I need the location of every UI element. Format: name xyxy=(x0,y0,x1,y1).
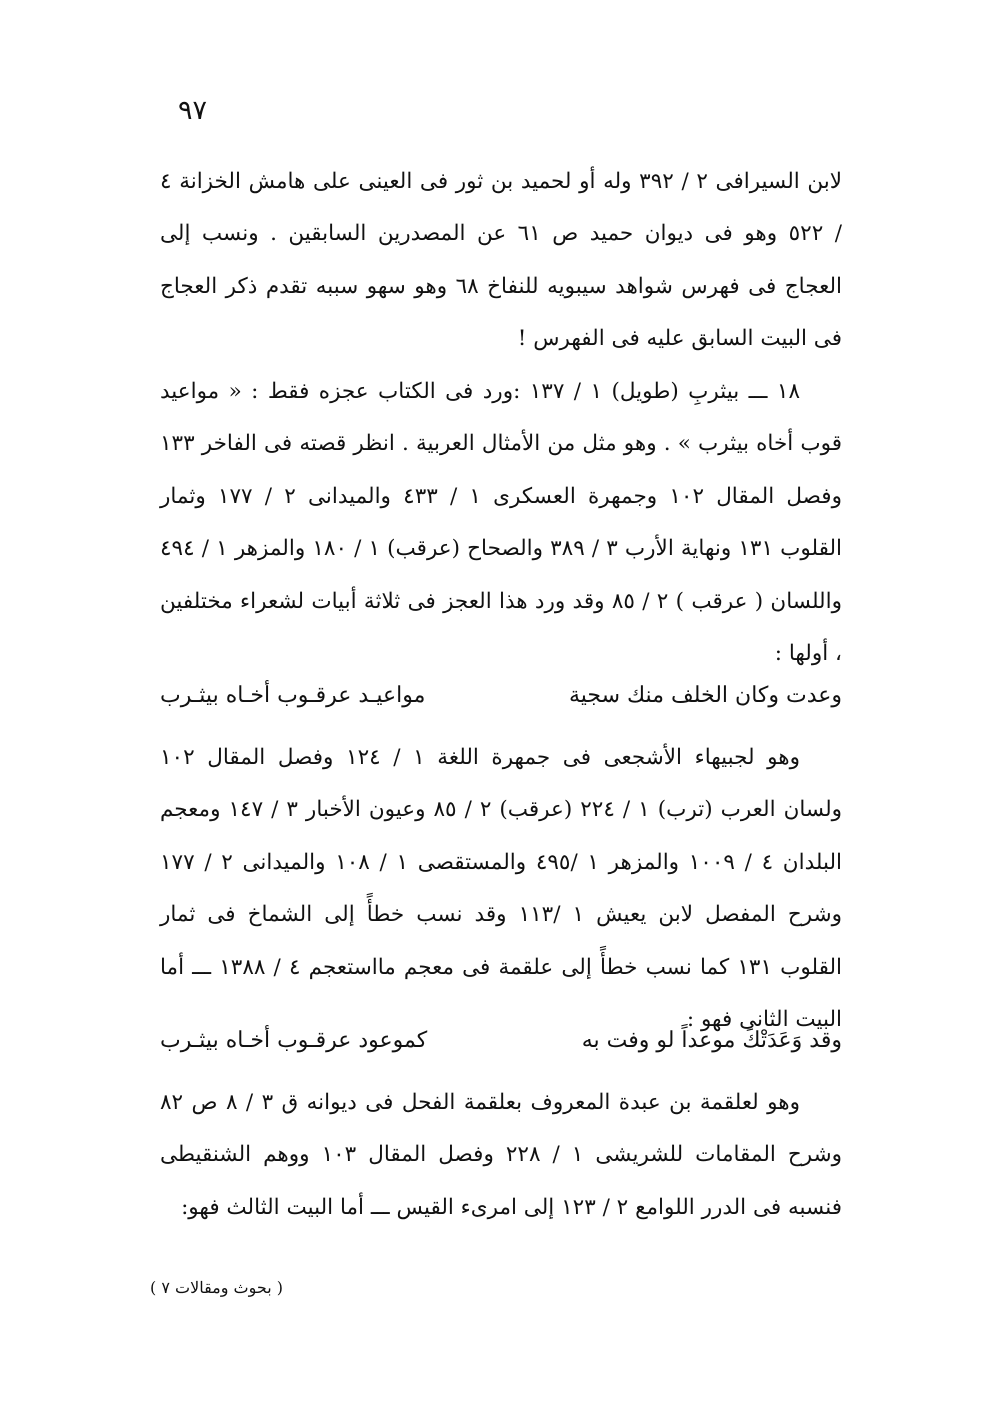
verse-line-2 xyxy=(160,1021,842,1061)
verse-2-first-hemistich: وقد وَعَدَتْكَ موعداً لو وفت به xyxy=(581,1028,842,1053)
paragraph-verse-2-sources: وهو لعلقمة بن عبدة المعروف بعلقمة الفحل فى ديوانه ق ٣ / ٨ ص ٨٢ وشرح المقامات للشريشى ١ / ٢٢٨ وفصل المقال ١٠٣ ووهم الشنقيطى فنسبه فى الدرر اللوامع ٢ / ١٢٣ إلى امرىء القيس ـــ أما البيت الثالث فهو: xyxy=(160,1090,843,1220)
paragraph-verse-1-sources: وهو لجبيهاء الأشجعى فى جمهرة اللغة ١ / ١٢٤ وفصل المقال ١٠٢ ولسان العرب (ترب) ١ / ٢٢٤ (عرقب) ٢ / ٨٥ وعيون الأخبار ٣ / ١٤٧ ومعجم البلدان ٤ / ١٠٠٩ والمزهر ١ /٤٩٥ والمستقصى ١ / ١٠٨ والميدانى ٢ / ١٧٧ وشرح المفصل لابن يعيش ١ /١١٣ وقد نسب خطأً إلى الشماخ فى ثمار القلوب ١٣١ كما نسب خطأً إلى علقمة فى معجم مااستعجم ٤ / ١٣٨٨ ـــ أما البيت الثانى فهو : xyxy=(160,745,843,1033)
signature-footer: ( بحوث ومقالات ٧ ) xyxy=(150,1278,283,1297)
verse-line-1 xyxy=(160,676,842,716)
verse-2-second-hemistich: كموعود عرقـوب أخـاه بيثـرب xyxy=(160,1028,428,1053)
paragraph-entry-18: ١٨ ـــ بيثربِ (طويل) ١ / ١٣٧ :ورد فى الكتاب عجزه فقط : « مواعيد قوب أخاه بيثرب » . وهو مثل من الأمثال العربية . انظر قصته فى الفاخر ١٣٣ وفصل المقال ١٠٢ وجمهرة العسكرى ١ / ٤٣٣ والميدانى ٢ / ١٧٧ وثمار القلوب ١٣١ ونهاية الأرب ٣ / ٣٨٩ والصحاح (عرقب) ١ / ١٨٠ والمزهر ١ / ٤٩٤ واللسان ( عرقب ) ٢ / ٨٥ وقد ورد هذا العجز فى ثلاثة أبيات لشعراء مختلفين ، أولها : xyxy=(160,379,842,667)
verse-1-second-hemistich: مواعيـد عرقـوب أخـاه بيثـرب xyxy=(160,683,426,708)
paragraph-sources-continued: لابن السيرافى ٢ / ٣٩٢ وله أو لحميد بن ثور فى العينى على هامش الخزانة ٤ / ٥٢٢ وهو فى ديوان حميد ص ٦١ عن المصدرين السابقين . ونسب إلى العجاج فى فهرس شواهد سيبويه للنفاخ ٦٨ وهو سهو سببه تقدم ذكر العجاج فى البيت السابق عليه فى الفهرس ! xyxy=(160,169,842,352)
page-number: ٩٧ xyxy=(178,95,208,126)
verse-1-first-hemistich: وعدت وكان الخلف منك سجية xyxy=(568,683,842,708)
